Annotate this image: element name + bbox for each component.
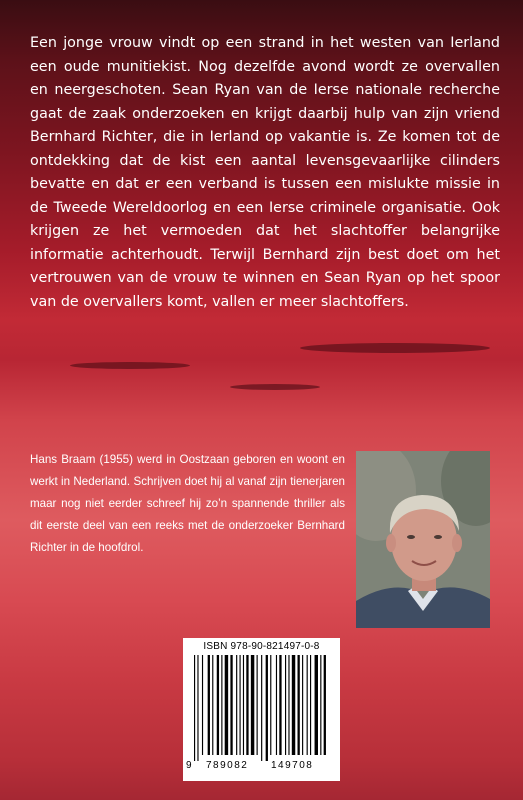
barcode-bar [221,655,222,755]
barcode-bar [288,655,289,755]
barcode-bar [243,655,244,755]
barcode-bar [270,655,271,755]
barcode-digits-right: 149708 [271,760,314,771]
barcode-bar [298,655,300,755]
barcode-bar [302,655,303,755]
barcode-bar [257,655,258,755]
barcode-bar [310,655,311,755]
island-shape [70,362,190,369]
barcode-bar [292,655,295,755]
author-bio: Hans Braam (1955) werd in Oostzaan geboren en woont en werkt in Nederland. Schrijven doet hij al vanaf zijn tienerjaren maar nog niet eerder schreef hij zo’n spannende thriller als dit eerste deel van een reeks met de onderzoeker Bernhard Richter in de hoofdrol. [30,453,345,554]
barcode-bars [191,655,332,761]
isbn-barcode [183,638,340,781]
barcode-digits-left: 789082 [206,760,249,771]
barcode-bar [208,655,210,755]
island-shape [300,343,490,353]
barcode-bar [225,655,228,755]
barcode-bar [307,655,308,755]
barcode-bar [246,655,248,755]
barcode-bar [194,655,195,761]
barcode-bar [236,655,237,755]
barcode-bar [251,655,254,755]
barcode-bar [266,655,268,761]
barcode-bar [197,655,198,761]
barcode-bar [261,655,262,761]
barcode-digit-first: 9 [186,760,194,771]
barcode-bar [276,655,277,755]
barcode-bar [279,655,281,755]
island-shape [230,384,320,390]
author-photo [356,451,490,628]
barcode-bar [285,655,286,755]
barcode-bar [320,655,321,755]
back-cover-blurb: Een jonge vrouw vindt op een strand in het westen van Ierland een oude munitiekist. Nog dezelfde avond wordt ze overvallen en neergeschoten. Sean Ryan van de Ierse nationale recherche gaat de zaak onderzoeken en krijgt daarbij hulp van zijn vriend Bernhard Richter, die in Ierland op vakantie is. Ze komen tot de ontdekking dat de kist een aantal levensgevaarlijke cilinders bevatte en dat er een verband is tussen een mislukte missie in de Tweede Wereldoorlog en een Ierse criminele organisatie. Ook krijgen ze het vermoeden dat het slachtoffer belangrijke informatie achterhoudt. Terwijl Bernhard zijn best doet om het vertrouwen van de vrouw te winnen en Sean Ryan op het spoor van de overvallers komt, vallen er meer slachtoffers. [30,35,500,310]
barcode-bar [315,655,318,755]
barcode-bar [324,655,326,755]
barcode-bar [217,655,219,755]
barcode-bar [202,655,203,755]
isbn-label: ISBN 978-90-821497-0-8 [203,641,320,652]
barcode-bar [212,655,213,755]
barcode-bar [230,655,232,755]
barcode-bar [240,655,241,755]
